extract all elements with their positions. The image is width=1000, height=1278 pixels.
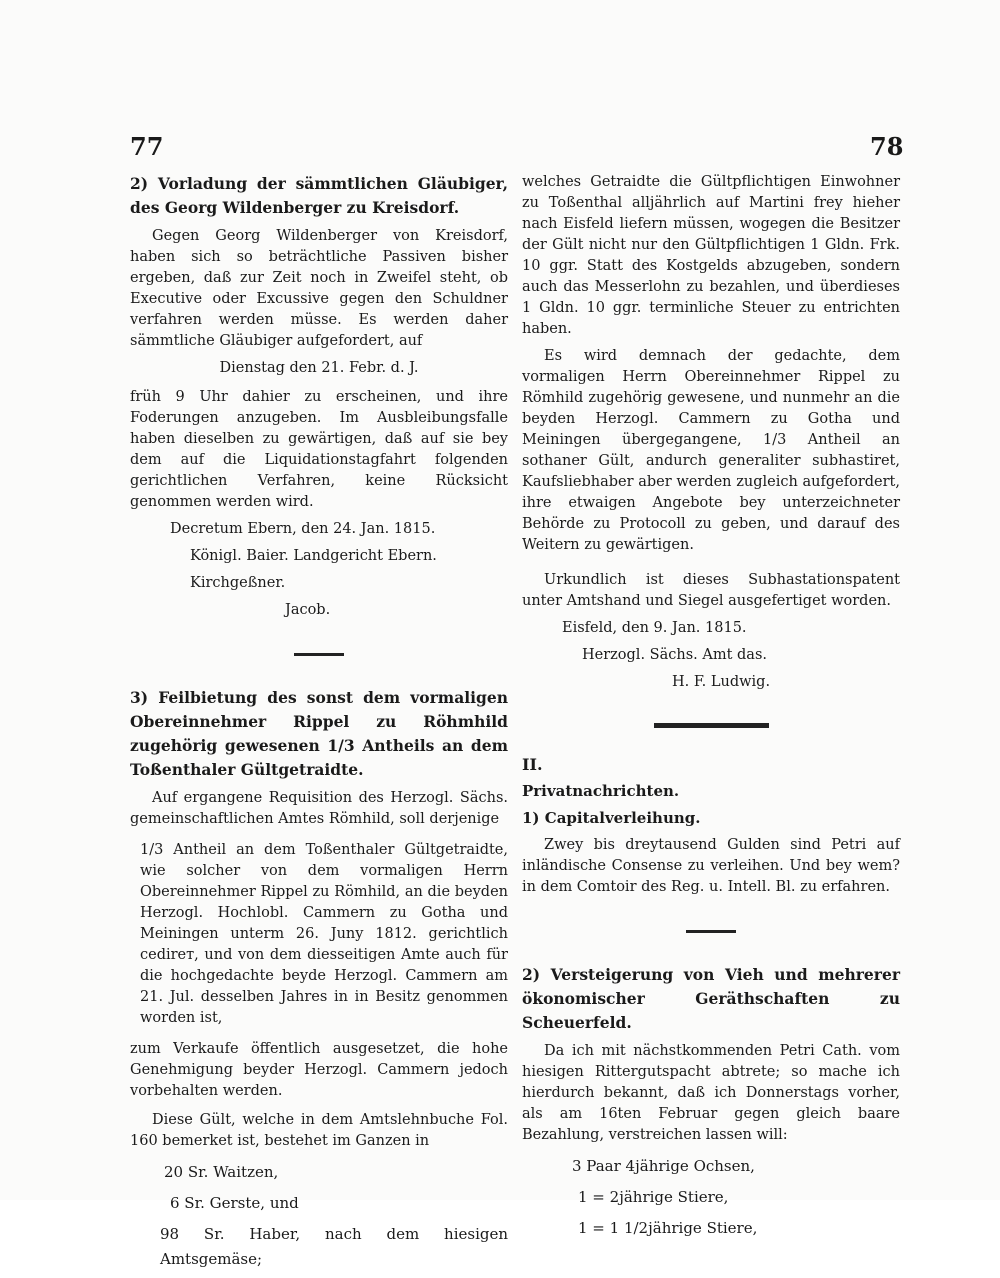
continuation-paragraph-2: Es wird demnach der gedachte, dem vormaligen Herrn Obereinnehmer Rippel zu Römhild zugehörig gewesene, und nunmehr an die beyden Herzogl. Cammern zu Gotha und Meiningen übergegangene, 1/3 Antheil an sothaner Gült, andurch generaliter subhastiret, Kaufsliebhaber aber werden zugleich aufgefordert, ihre etwaigen Angebote bey unterzeichneter Behörde zu Protocoll zu geben, und darauf des Weitern zu gewärtigen. [522, 348, 900, 553]
section-number: II. [522, 755, 543, 774]
livestock-item: 3 Paar 4jährige Ochsen, [572, 1157, 755, 1175]
section-divider [294, 653, 344, 656]
private-news-heading: Privatnachrichten. [522, 782, 680, 800]
page-number-left: 77 [130, 132, 164, 161]
signatory-name: Jacob. [285, 602, 331, 618]
section-divider-large [654, 723, 769, 728]
grain-item: 6 Sr. Gerste, und [170, 1194, 299, 1212]
capital-loan-paragraph: Zwey bis dreytausend Gulden sind Petri auf inländische Consense zu verleihen. Und bey wem? in dem Comtoir des Reg. u. Intell. Bl. zu erfahren. [522, 837, 900, 895]
summons-paragraph-1: Gegen Georg Wildenberger von Kreisdorf, haben sich so beträchtliche Passiven bisher ergeben, daß zur Zeit noch in Zweifel steht, ob Executive oder Excussive gegen den Schuldner verfahren werden müsse. Es werden daher sämmtliche Gläubiger aufgefordert, auf [130, 228, 508, 349]
decree-line: Decretum Ebern, den 24. Jan. 1815. [170, 521, 436, 537]
summons-date: Dienstag den 21. Febr. d. J. [219, 360, 419, 376]
left-column [130, 172, 508, 1278]
court-name: Königl. Baier. Landgericht Ebern. [190, 548, 437, 564]
section-divider [686, 930, 736, 933]
grain-item: 20 Sr. Waitzen, [164, 1163, 279, 1181]
section-heading-livestock: 2) Versteigerung von Vieh und mehrerer ökonomischer Geräthschaften zu Scheuerfeld. [522, 965, 900, 1032]
section-heading-summons: 2) Vorladung der sämmtlichen Gläubiger, des Georg Wildenberger zu Kreisdorf. [130, 174, 508, 217]
livestock-paragraph: Da ich mit nächstkommenden Petri Cath. vom hiesigen Rittergutspacht abtrete; so mache ich hierdurch bekannt, daß ich Donnerstags vorher, als am 16ten Februar gegen gleich baare Bezahlung, verstreichen lassen will: [522, 1043, 900, 1143]
auction-paragraph-2: zum Verkaufe öffentlich ausgesetzet, die hohe Genehmigung beyder Herzogl. Cammern jedoch vorbehalten werden. [130, 1041, 508, 1099]
auction-paragraph-3: Diese Gült, welche in dem Amtslehnbuche Fol. 160 bemerket ist, bestehet im Ganzen in [130, 1112, 508, 1149]
official-name: Kirchgeßner. [190, 575, 286, 591]
signature-name: H. F. Ludwig. [672, 674, 771, 690]
issuing-office: Herzogl. Sächs. Amt das. [582, 647, 767, 663]
page-number-right: 78 [870, 132, 904, 161]
auction-paragraph-1: Auf ergangene Requisition des Herzogl. Sächs. gemeinschaftlichen Amtes Römhild, soll derjenige [130, 790, 508, 827]
issue-date: Eisfeld, den 9. Jan. 1815. [562, 620, 747, 636]
summons-paragraph-2: früh 9 Uhr dahier zu erscheinen, und ihre Foderungen anzugeben. Im Ausbleibungsfalle haben dieselben zu gewärtigen, daß auf sie bey dem auf die Liquidationstagfahrt folgenden gerichtlichen Verfahren, keine Rücksicht genommen werden wird. [130, 389, 508, 510]
capital-loan-heading: 1) Capitalverleihung. [522, 809, 701, 827]
grain-item: 98 Sr. Haber, nach dem hiesigen Amtsgemäse; [160, 1225, 508, 1268]
continuation-paragraph-1: welches Getraidte die Gültpflichtigen Einwohner zu Toßenthal alljährlich auf Martini frey hieher nach Eisfeld liefern müssen, wogegen die Besitzer der Gült nicht nur den Gültpflichtigen 1 Gldn. Frk. 10 ggr. Statt des Kostgelds abzugeben, sondern auch das Messerlohn zu bezahlen, und überdieses 1 Gldn. 10 ggr. terminliche Steuer zu entrichten haben. [522, 174, 900, 337]
livestock-item: 1 = 2jährige Stiere, [578, 1188, 729, 1206]
continuation-paragraph-3: Urkundlich ist dieses Subhastationspatent unter Amtshand und Siegel ausgefertiget worden. [522, 572, 900, 609]
livestock-item: 1 = 1 1/2jährige Stiere, [578, 1219, 758, 1237]
right-column [522, 172, 900, 1247]
section-heading-auction: 3) Feilbietung des sonst dem vormaligen Obereinnehmer Rippel zu Röhmhild zugehörig gewesenen 1/3 Antheils an dem Toßenthaler Gültgetraidte. [130, 688, 508, 779]
auction-block-text: 1/3 Antheil an dem Toßenthaler Gültgetraidte, wie solcher von dem vormaligen Herrn Obereinnehmer Rippel zu Römhild, an die beyden Herzogl. Hochlobl. Cammern zu Gotha und Meiningen unterm 26. Juny 1812. gerichtlich cedirет, und von dem diesseitigen Amte auch für die hochgedachte beyde Herzogl. Cammern am 21. Jul. desselben Jahres in in Besitz genommen worden ist, [140, 842, 508, 1026]
